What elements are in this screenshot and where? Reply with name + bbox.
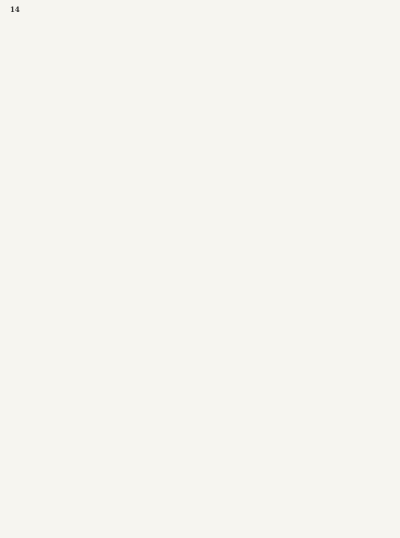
entry-columns	[12, 16, 386, 528]
left-column	[12, 16, 195, 528]
right-column	[203, 16, 386, 528]
page-number: 14	[10, 5, 20, 14]
